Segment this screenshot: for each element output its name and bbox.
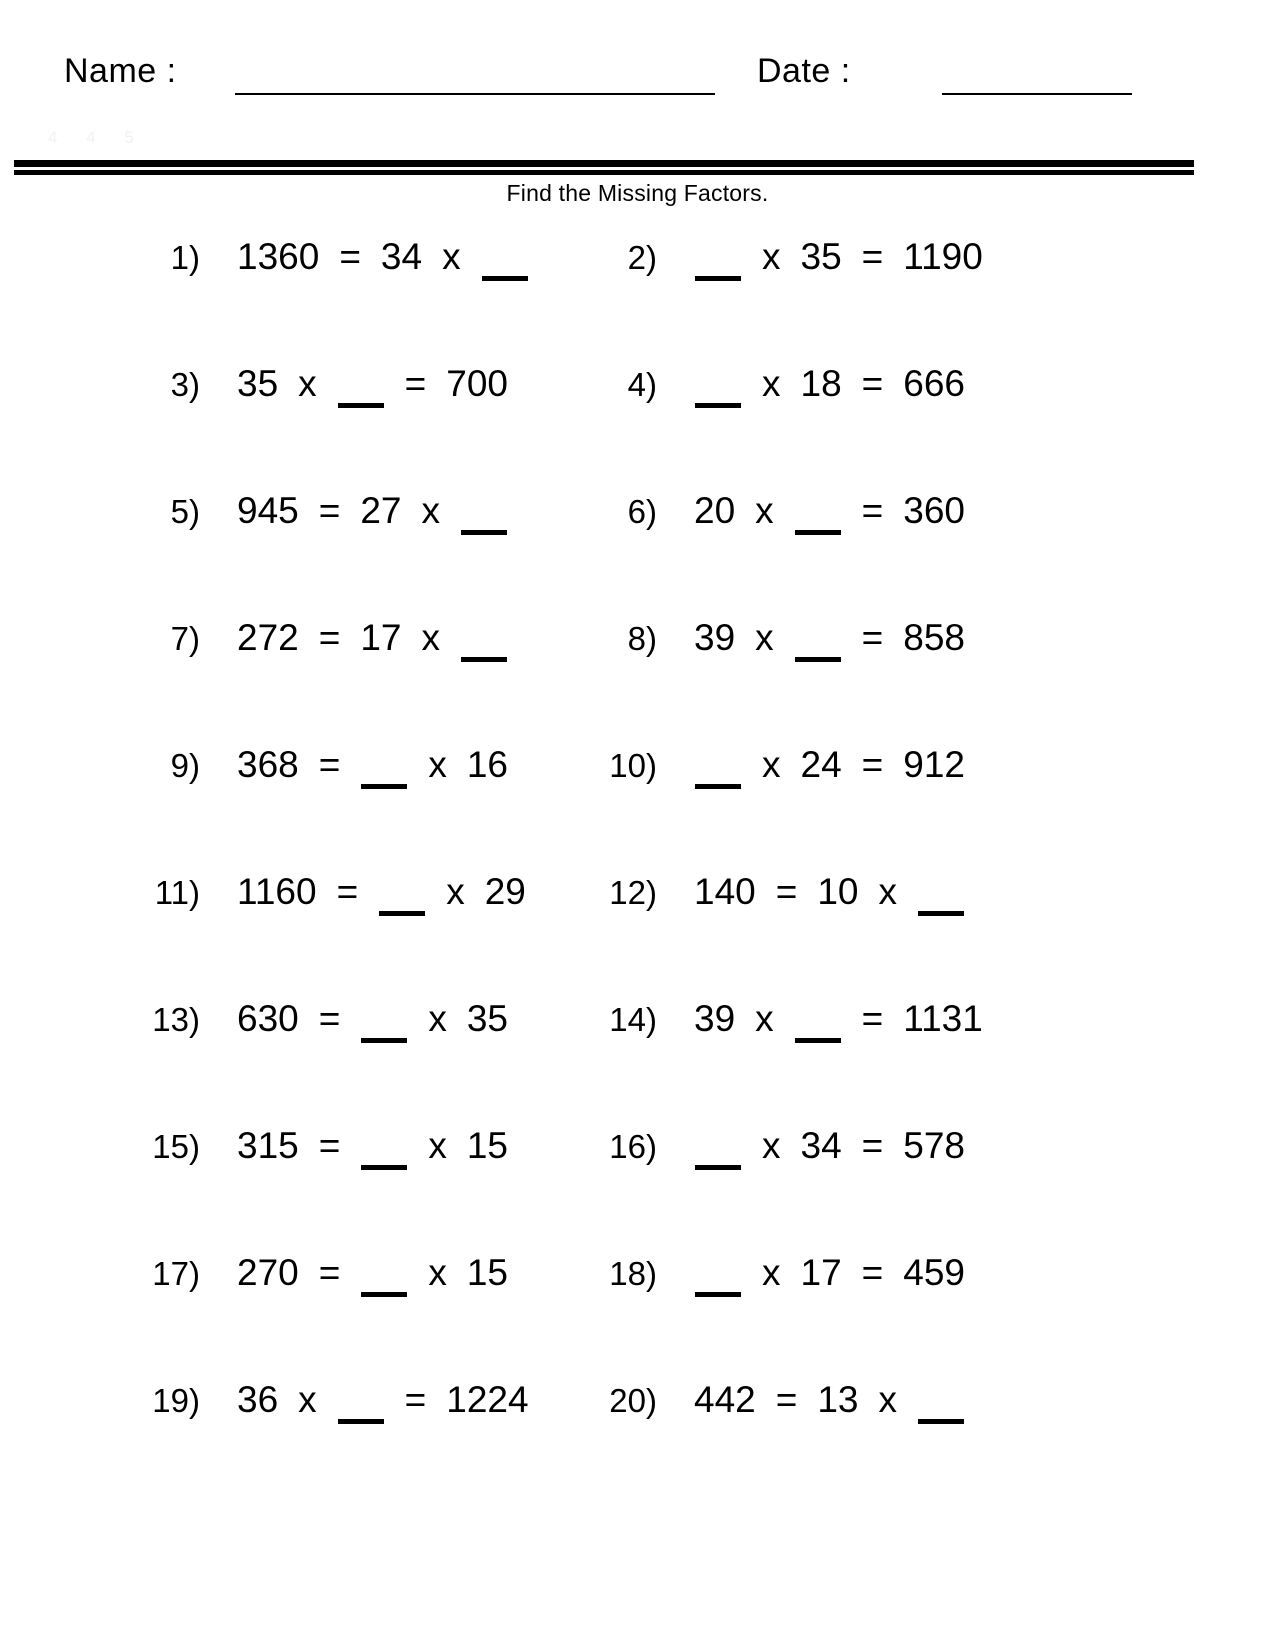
problem-number: 1): [170, 239, 200, 276]
equals-sign: =: [861, 363, 884, 404]
times-sign: x: [446, 871, 465, 912]
problem-equation: [200, 363, 517, 405]
problem-row: [0, 1125, 1275, 1252]
problem-equation: [200, 744, 517, 786]
problem-number: 8): [627, 620, 657, 657]
problem-equation: [200, 1379, 538, 1421]
problem-row: [0, 236, 1275, 363]
equals-sign: =: [861, 490, 884, 531]
number-term: 1160: [237, 871, 317, 912]
problem-17: [0, 1252, 575, 1379]
number-term: 272: [237, 617, 299, 658]
name-write-line[interactable]: [235, 93, 715, 95]
number-term: 1360: [237, 236, 320, 277]
problem-number: 14): [609, 1001, 657, 1038]
equals-sign: =: [404, 1379, 427, 1420]
number-term: 360: [903, 490, 965, 531]
equals-sign: =: [861, 744, 884, 785]
problem-equation: [657, 998, 992, 1040]
problem-2: [575, 236, 1275, 363]
number-term: 140: [694, 871, 756, 912]
problem-4: [575, 363, 1275, 490]
answer-blank[interactable]: [695, 1141, 741, 1170]
equals-sign: =: [861, 998, 884, 1039]
problem-9: [0, 744, 575, 871]
divider-bar-thin: [14, 170, 1194, 175]
answer-blank[interactable]: [695, 1268, 741, 1297]
answer-blank[interactable]: [361, 1014, 407, 1043]
number-term: 17: [800, 1252, 842, 1293]
times-sign: x: [755, 490, 774, 531]
problem-row: [0, 871, 1275, 998]
date-write-line[interactable]: [942, 93, 1132, 95]
problem-grid: [0, 236, 1275, 1506]
equals-sign: =: [404, 363, 427, 404]
times-sign: x: [762, 1252, 781, 1293]
times-sign: x: [298, 363, 317, 404]
number-term: 858: [903, 617, 965, 658]
times-sign: x: [878, 1379, 897, 1420]
problem-16: [575, 1125, 1275, 1252]
number-term: 20: [694, 490, 736, 531]
divider-bar-thick: [14, 160, 1194, 167]
times-sign: x: [878, 871, 897, 912]
problem-13: [0, 998, 575, 1125]
number-term: 15: [466, 1252, 508, 1293]
number-term: 442: [694, 1379, 756, 1420]
equals-sign: =: [339, 236, 361, 277]
answer-blank[interactable]: [379, 887, 425, 916]
answer-blank[interactable]: [795, 633, 841, 662]
problem-7: [0, 617, 575, 744]
worksheet-header: [0, 52, 1275, 116]
problem-equation: [200, 1252, 517, 1294]
number-term: 1131: [903, 998, 983, 1039]
problem-equation: [657, 1252, 974, 1294]
problem-equation: [657, 490, 974, 532]
problem-number: 5): [170, 493, 200, 530]
number-term: 34: [800, 1125, 842, 1166]
problem-number: 20): [609, 1382, 657, 1419]
number-term: 13: [817, 1379, 859, 1420]
number-term: 578: [903, 1125, 965, 1166]
problem-row: [0, 363, 1275, 490]
times-sign: x: [298, 1379, 317, 1420]
answer-blank[interactable]: [338, 379, 384, 408]
times-sign: x: [762, 1125, 781, 1166]
problem-number: 11): [154, 874, 200, 911]
problem-3: [0, 363, 575, 490]
problem-row: [0, 998, 1275, 1125]
number-term: 35: [237, 363, 279, 404]
problem-equation: [200, 490, 517, 532]
problem-number: 3): [170, 366, 200, 403]
number-term: 15: [466, 1125, 508, 1166]
times-sign: x: [428, 1252, 447, 1293]
number-term: 39: [694, 617, 736, 658]
equals-sign: =: [775, 1379, 798, 1420]
problem-number: 18): [609, 1255, 657, 1292]
answer-blank[interactable]: [695, 760, 741, 789]
problem-1: [0, 236, 575, 363]
number-term: 630: [237, 998, 299, 1039]
times-sign: x: [755, 998, 774, 1039]
times-sign: x: [762, 363, 781, 404]
problem-20: [575, 1379, 1275, 1506]
answer-blank[interactable]: [695, 252, 741, 281]
number-term: 36: [237, 1379, 279, 1420]
number-term: 700: [446, 363, 508, 404]
number-term: 18: [800, 363, 842, 404]
problem-equation: [657, 617, 974, 659]
problem-11: [0, 871, 575, 998]
number-term: 666: [903, 363, 965, 404]
times-sign: x: [762, 236, 781, 277]
number-term: 945: [237, 490, 299, 531]
number-term: 912: [903, 744, 965, 785]
answer-blank[interactable]: [338, 1395, 384, 1424]
problem-18: [575, 1252, 1275, 1379]
number-term: 29: [484, 871, 526, 912]
problem-equation: [200, 236, 538, 278]
problem-number: 4): [627, 366, 657, 403]
times-sign: x: [428, 998, 447, 1039]
problem-equation: [657, 871, 974, 913]
problem-equation: [200, 998, 517, 1040]
equals-sign: =: [861, 617, 884, 658]
times-sign: x: [428, 744, 447, 785]
equals-sign: =: [318, 490, 341, 531]
problem-row: [0, 1252, 1275, 1379]
answer-blank[interactable]: [795, 506, 841, 535]
problem-equation: [657, 236, 992, 278]
answer-blank[interactable]: [695, 379, 741, 408]
problem-number: 15): [152, 1128, 200, 1165]
number-term: 270: [237, 1252, 299, 1293]
problem-equation: [200, 871, 535, 913]
problem-row: [0, 490, 1275, 617]
problem-row: [0, 744, 1275, 871]
problem-equation: [657, 1379, 974, 1421]
answer-blank[interactable]: [918, 1395, 964, 1424]
number-term: 459: [903, 1252, 965, 1293]
problem-number: 7): [170, 620, 200, 657]
number-term: 35: [466, 998, 508, 1039]
problem-row: [0, 617, 1275, 744]
number-term: 1224: [446, 1379, 529, 1420]
times-sign: x: [428, 1125, 447, 1166]
problem-14: [575, 998, 1275, 1125]
faint-watermark-text: 4 4 5: [48, 128, 146, 147]
times-sign: x: [762, 744, 781, 785]
problem-12: [575, 871, 1275, 998]
header-divider: [14, 160, 1194, 175]
problem-number: 10): [609, 747, 657, 784]
number-term: 315: [237, 1125, 299, 1166]
equals-sign: =: [775, 871, 798, 912]
equals-sign: =: [318, 998, 341, 1039]
answer-blank[interactable]: [918, 887, 964, 916]
number-term: 27: [360, 490, 402, 531]
problem-number: 13): [152, 1001, 200, 1038]
answer-blank[interactable]: [795, 1014, 841, 1043]
equals-sign: =: [318, 744, 341, 785]
problem-19: [0, 1379, 575, 1506]
answer-blank[interactable]: [461, 633, 507, 662]
equals-sign: =: [336, 871, 359, 912]
problem-equation: [200, 617, 517, 659]
number-term: 24: [800, 744, 842, 785]
problem-number: 16): [609, 1128, 657, 1165]
number-term: 16: [466, 744, 508, 785]
times-sign: x: [421, 617, 440, 658]
date-label: Date :: [757, 52, 851, 90]
answer-blank[interactable]: [361, 760, 407, 789]
times-sign: x: [755, 617, 774, 658]
number-term: 34: [380, 236, 423, 277]
number-term: 17: [360, 617, 402, 658]
equals-sign: =: [861, 236, 884, 277]
problem-number: 19): [152, 1382, 200, 1419]
equals-sign: =: [318, 1252, 341, 1293]
equals-sign: =: [861, 1252, 884, 1293]
problem-6: [575, 490, 1275, 617]
problem-equation: [200, 1125, 517, 1167]
times-sign: x: [442, 236, 461, 277]
problem-number: 12): [609, 874, 657, 911]
problem-8: [575, 617, 1275, 744]
problem-equation: [657, 744, 974, 786]
number-term: 1190: [903, 236, 983, 277]
problem-number: 9): [170, 747, 200, 784]
name-label: Name :: [64, 52, 177, 90]
answer-blank[interactable]: [482, 252, 528, 281]
equals-sign: =: [861, 1125, 884, 1166]
number-term: 10: [817, 871, 859, 912]
answer-blank[interactable]: [461, 506, 507, 535]
problem-5: [0, 490, 575, 617]
problem-15: [0, 1125, 575, 1252]
number-term: 35: [800, 236, 842, 277]
problem-row: [0, 1379, 1275, 1506]
number-term: 368: [237, 744, 299, 785]
problem-number: 2): [627, 239, 657, 276]
problem-number: 6): [627, 493, 657, 530]
page-title: Find the Missing Factors.: [506, 180, 769, 206]
problem-10: [575, 744, 1275, 871]
equals-sign: =: [318, 1125, 341, 1166]
times-sign: x: [421, 490, 440, 531]
answer-blank[interactable]: [361, 1141, 407, 1170]
problem-equation: [657, 1125, 974, 1167]
answer-blank[interactable]: [361, 1268, 407, 1297]
problem-number: 17): [152, 1255, 200, 1292]
equals-sign: =: [318, 617, 341, 658]
problem-equation: [657, 363, 974, 405]
number-term: 39: [694, 998, 736, 1039]
